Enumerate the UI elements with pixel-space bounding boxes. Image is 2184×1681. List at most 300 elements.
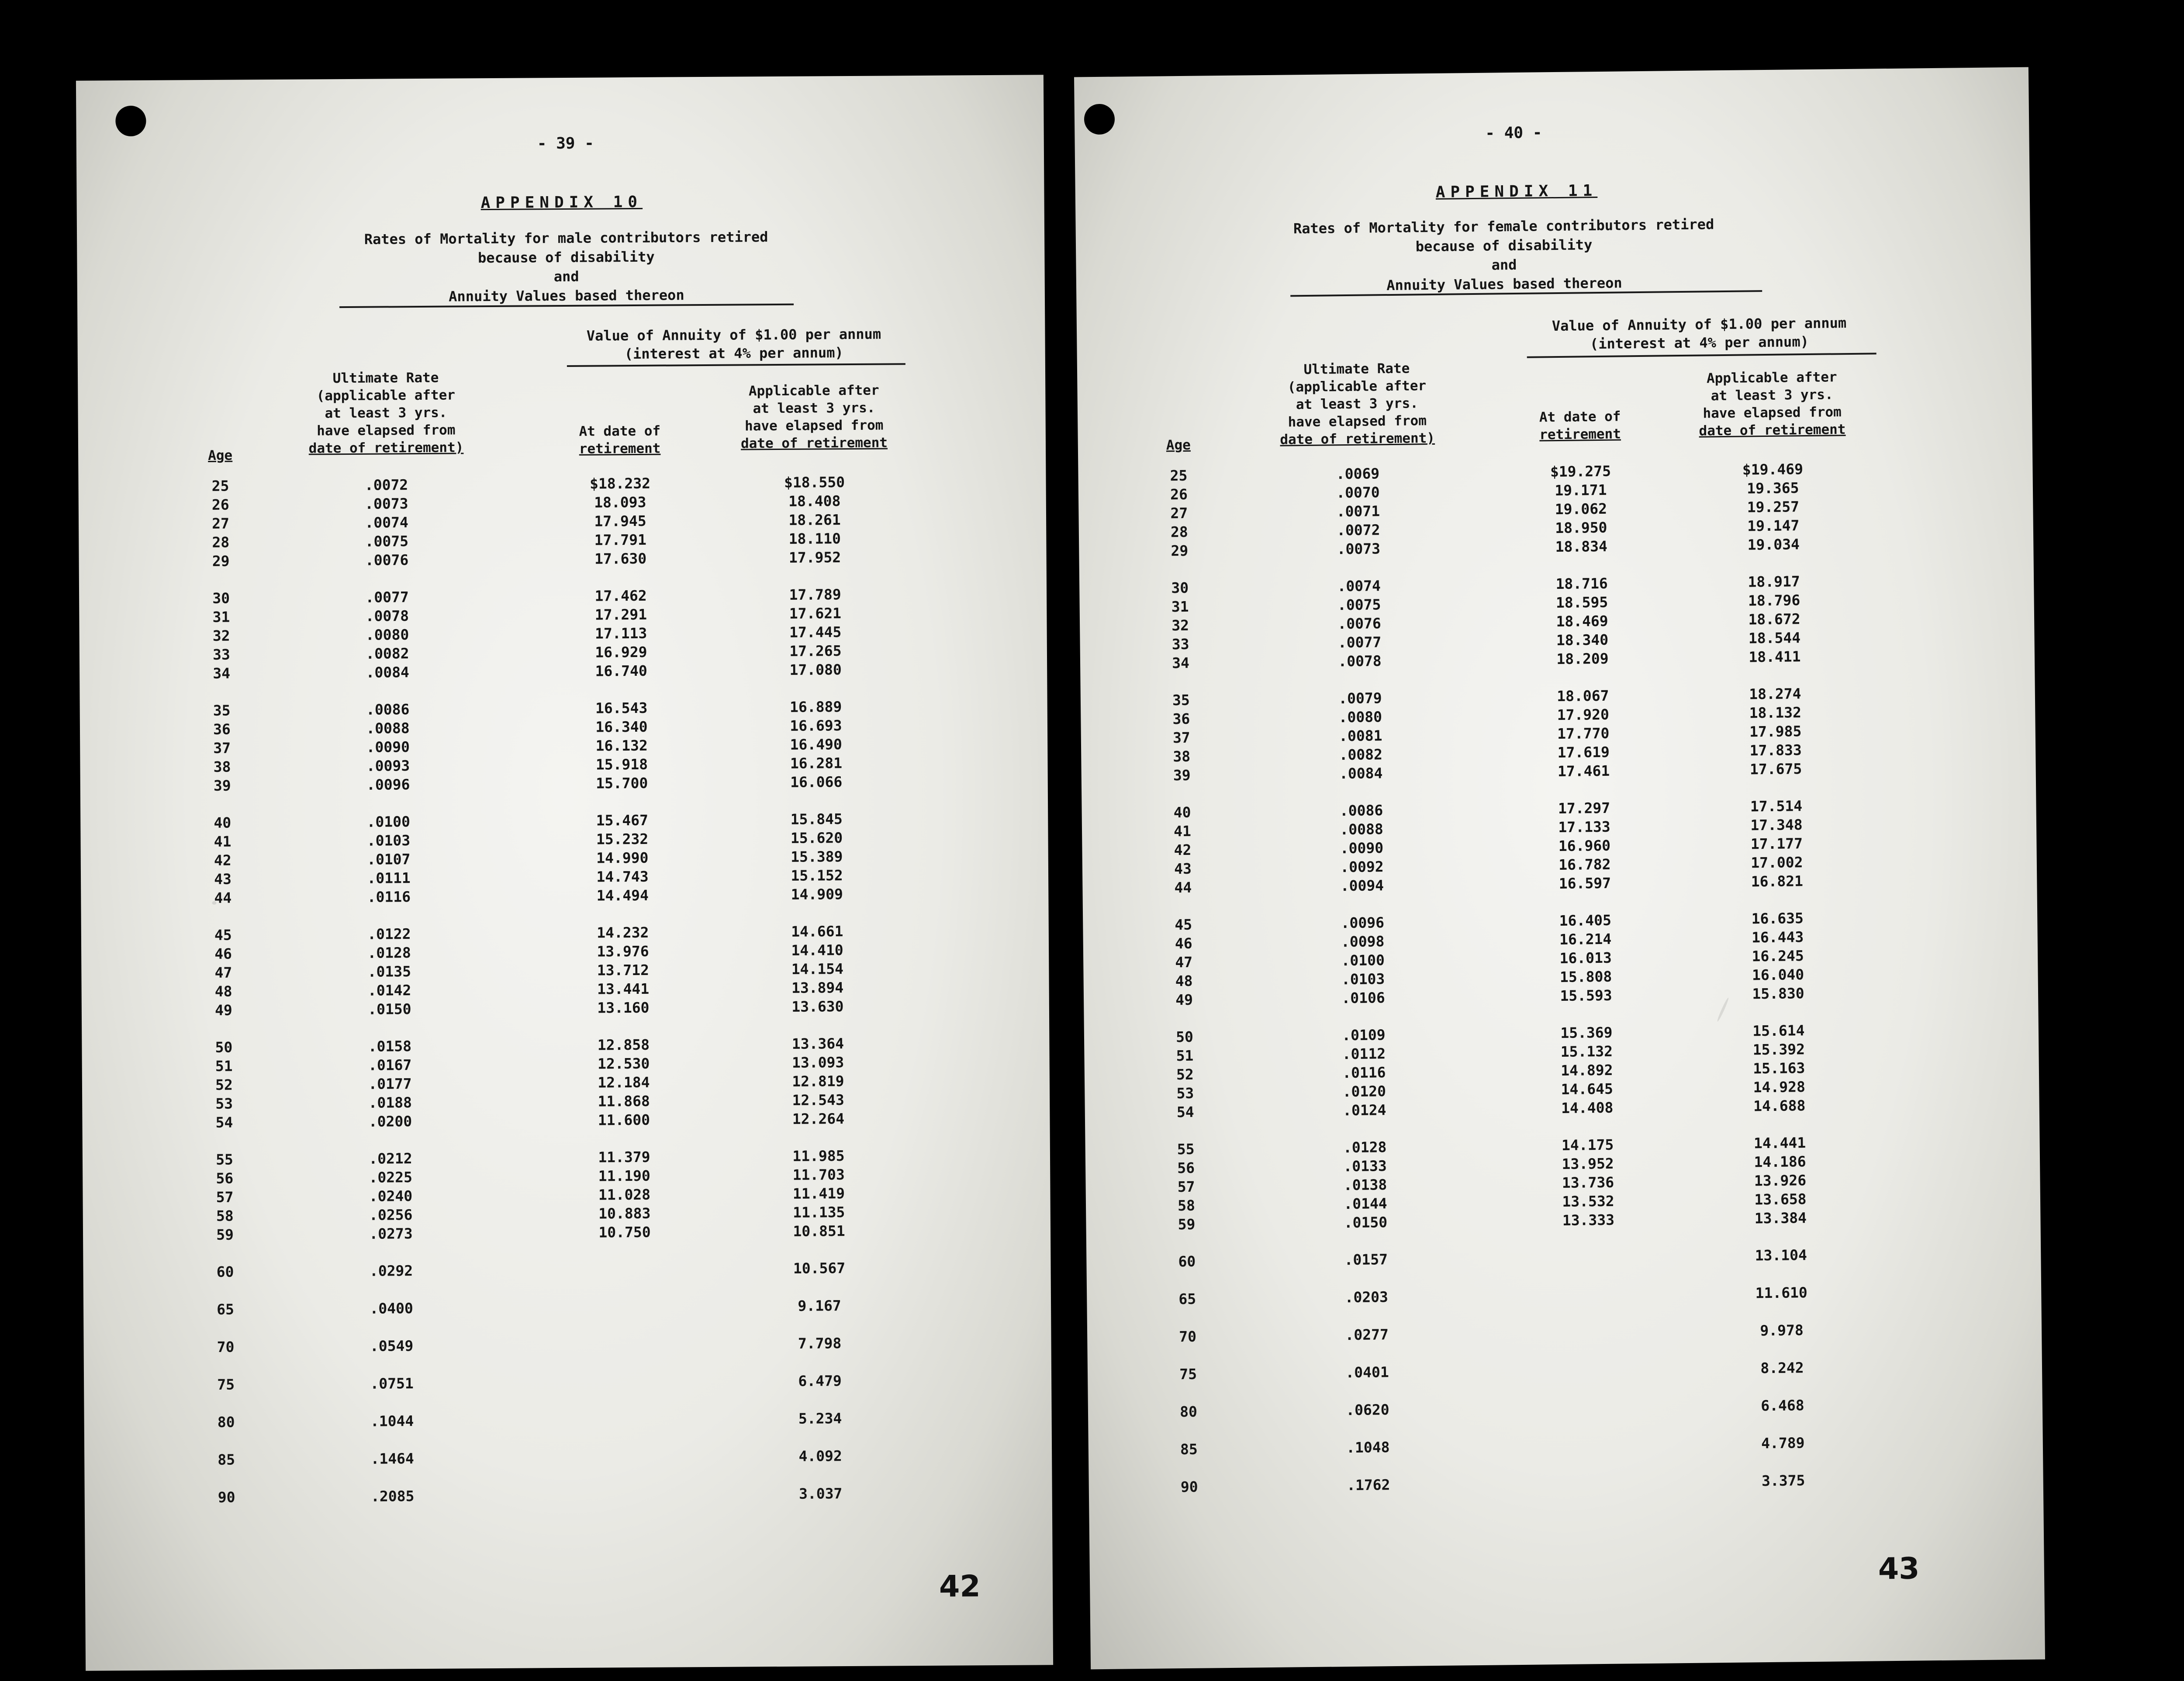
header-line: and — [553, 268, 579, 285]
rate-cell: .0122 — [367, 925, 411, 943]
at-date-value-cell: 16.782 — [1559, 855, 1611, 874]
row-group — [82, 1034, 1050, 1134]
applicable-after-value-cell: 19.365 — [1747, 479, 1799, 497]
rate-cell: .0400 — [370, 1300, 413, 1317]
at-date-value-cell: 13.952 — [1562, 1155, 1614, 1173]
table-row — [84, 1446, 1052, 1490]
applicable-after-value-cell: 11.135 — [793, 1204, 845, 1221]
rate-cell: .0069 — [1336, 465, 1380, 483]
age-cell: 75 — [1179, 1365, 1197, 1383]
rate-cell: .0240 — [369, 1187, 413, 1205]
applicable-after-value-cell: 6.468 — [1761, 1397, 1804, 1415]
rate-cell: .1048 — [1346, 1439, 1390, 1456]
rate-cell: .0076 — [365, 551, 409, 569]
applicable-after-value-cell: 4.789 — [1761, 1434, 1805, 1452]
age-cell: 28 — [212, 533, 230, 551]
header-line: at least 3 yrs. — [753, 400, 875, 417]
rate-cell: .0077 — [365, 588, 409, 606]
rate-cell: .0177 — [368, 1075, 412, 1093]
applicable-after-value-cell: 13.894 — [791, 979, 844, 996]
header-line: date of retirement — [1699, 422, 1846, 439]
at-date-value-cell: 16.013 — [1559, 949, 1612, 967]
age-cell: 33 — [212, 646, 230, 663]
at-date-value-cell: 18.340 — [1556, 631, 1609, 649]
column-header-applicable-after — [1671, 368, 1873, 440]
applicable-after-value-cell: 7.798 — [798, 1335, 842, 1352]
age-cell: 57 — [1177, 1178, 1195, 1196]
applicable-after-value-cell: 17.177 — [1750, 835, 1803, 853]
age-cell: 70 — [1179, 1328, 1197, 1345]
header-line: Rates of Mortality for male contributors retired — [364, 228, 768, 248]
age-cell: 58 — [1177, 1197, 1196, 1214]
applicable-after-value-cell: 15.163 — [1753, 1059, 1805, 1077]
age-cell: 41 — [1173, 822, 1192, 840]
applicable-after-value-cell: 16.693 — [790, 717, 842, 734]
at-date-value-cell: 11.600 — [598, 1111, 650, 1129]
at-date-value-cell: 13.736 — [1562, 1173, 1614, 1191]
applicable-after-value-cell: 16.821 — [1751, 872, 1804, 890]
applicable-after-value-cell: 17.348 — [1750, 816, 1803, 834]
frame-number: 42 — [939, 1569, 981, 1604]
at-date-value-cell: 18.834 — [1555, 537, 1608, 556]
header-line: at least 3 yrs. — [325, 405, 447, 422]
age-cell: 29 — [212, 552, 230, 570]
row-group — [81, 921, 1049, 1021]
applicable-after-value-cell: 19.257 — [1747, 498, 1800, 516]
at-date-value-cell: 17.462 — [594, 587, 647, 605]
rate-cell: .0549 — [370, 1337, 414, 1355]
age-cell: 32 — [1171, 616, 1189, 634]
applicable-after-value-cell: 12.264 — [792, 1110, 845, 1128]
at-date-value-cell: 16.543 — [595, 699, 648, 717]
age-cell: 41 — [214, 833, 232, 850]
at-date-value-cell: 15.132 — [1560, 1042, 1613, 1060]
age-cell: 70 — [217, 1338, 235, 1356]
rate-cell: .0098 — [1341, 933, 1385, 951]
at-date-value-cell: 16.132 — [595, 737, 648, 754]
table-body — [1078, 458, 2043, 1517]
header-line: Annuity Values based thereon — [449, 287, 684, 305]
rate-cell: .0072 — [364, 476, 408, 494]
age-cell: 33 — [1171, 635, 1189, 653]
age-cell: 46 — [1175, 934, 1192, 952]
applicable-after-value-cell: 16.281 — [790, 754, 843, 772]
rate-cell: .0103 — [1341, 970, 1385, 988]
rate-cell: .0401 — [1345, 1363, 1389, 1381]
applicable-after-value-cell: 14.688 — [1753, 1097, 1806, 1115]
applicable-after-value-cell: 13.364 — [791, 1035, 844, 1052]
age-cell: 45 — [214, 926, 232, 944]
rate-cell: .0109 — [1342, 1026, 1386, 1044]
table-row — [84, 1408, 1052, 1452]
age-cell: 26 — [1170, 485, 1188, 503]
column-header-age — [196, 446, 244, 464]
rate-cell: .0150 — [368, 1000, 411, 1018]
rate-cell: .0076 — [1337, 615, 1381, 633]
rate-cell: .0277 — [1345, 1326, 1389, 1344]
column-header-age — [1154, 436, 1203, 454]
applicable-after-value-cell: 14.441 — [1753, 1134, 1806, 1152]
applicable-after-value-cell: 17.002 — [1751, 854, 1803, 872]
age-cell: 30 — [212, 589, 230, 607]
annuity-rule — [1527, 353, 1876, 358]
age-cell: 34 — [1171, 654, 1190, 672]
applicable-after-value-cell: 14.410 — [791, 941, 843, 959]
at-date-value-cell: 17.113 — [594, 624, 647, 642]
applicable-after-value-cell: 16.635 — [1751, 910, 1804, 927]
age-cell: 35 — [1172, 691, 1190, 709]
applicable-after-value-cell: 12.819 — [792, 1072, 844, 1090]
age-cell: 51 — [1176, 1047, 1194, 1065]
table-row — [84, 1371, 1051, 1415]
age-cell: 26 — [211, 496, 229, 513]
at-date-value-cell: 15.593 — [1560, 986, 1612, 1005]
annuity-header — [1524, 313, 1874, 353]
age-cell: 25 — [1170, 467, 1188, 484]
at-date-value-cell: 13.712 — [597, 961, 650, 979]
rate-cell: .0073 — [365, 495, 408, 512]
age-cell: 56 — [216, 1169, 234, 1187]
at-date-value-cell: 13.441 — [597, 980, 650, 998]
age-cell: 25 — [211, 477, 229, 495]
header-line: Age — [1166, 437, 1191, 453]
rate-cell: .0082 — [366, 645, 409, 662]
column-header-ultimate-rate — [283, 369, 489, 457]
age-cell: 54 — [215, 1114, 233, 1131]
applicable-after-value-cell: 14.661 — [791, 923, 843, 940]
age-cell: 50 — [215, 1038, 233, 1056]
age-cell: 80 — [1179, 1403, 1198, 1421]
at-date-value-cell: 11.028 — [598, 1186, 651, 1204]
applicable-after-value-cell: 19.034 — [1747, 536, 1800, 553]
applicable-after-value-cell: 5.234 — [798, 1410, 842, 1427]
age-cell: 45 — [1175, 916, 1192, 934]
at-date-value-cell: 13.976 — [597, 942, 649, 960]
applicable-after-value-cell: 18.132 — [1749, 704, 1802, 722]
age-cell: 37 — [213, 739, 231, 757]
row-group — [78, 472, 1046, 572]
at-date-value-cell: 15.808 — [1559, 968, 1612, 986]
header-line: date of retirement) — [308, 439, 464, 457]
applicable-after-value-cell: 11.419 — [792, 1185, 845, 1202]
rate-cell: .0106 — [1341, 989, 1385, 1007]
rate-cell: .0074 — [365, 514, 408, 531]
at-date-value-cell: 16.960 — [1558, 837, 1611, 855]
at-date-value-cell: 11.379 — [598, 1148, 650, 1166]
annuity-rule — [567, 363, 905, 367]
applicable-after-value-cell: 14.186 — [1754, 1153, 1806, 1171]
header-line: have elapsed from — [1703, 404, 1842, 422]
rate-cell: .0111 — [367, 869, 411, 887]
applicable-after-value-cell: $19.469 — [1742, 460, 1804, 478]
applicable-after-value-cell: 17.621 — [789, 605, 842, 622]
applicable-after-value-cell: 18.672 — [1748, 610, 1800, 628]
rate-cell: .0107 — [367, 851, 411, 868]
at-date-value-cell: 18.950 — [1555, 519, 1607, 537]
rate-cell: .0073 — [1337, 540, 1381, 558]
at-date-value-cell: 14.232 — [597, 924, 649, 941]
header-line: because of disability — [477, 248, 655, 266]
punch-hole — [115, 106, 146, 136]
age-cell: 60 — [1178, 1252, 1196, 1270]
age-cell: 75 — [217, 1376, 235, 1393]
age-cell: 36 — [1172, 710, 1190, 728]
rate-cell: .0212 — [369, 1150, 412, 1167]
rate-cell: .0620 — [1346, 1401, 1389, 1419]
age-cell: 55 — [216, 1151, 233, 1168]
table-row — [84, 1333, 1051, 1377]
age-cell: 47 — [214, 964, 232, 981]
at-date-value-cell: 10.883 — [598, 1204, 651, 1222]
at-date-value-cell: 17.630 — [594, 550, 647, 567]
rate-cell: .0135 — [367, 963, 411, 980]
column-header-at-date-of-retirement — [554, 422, 685, 458]
table-row — [83, 1258, 1051, 1302]
age-cell: 39 — [213, 777, 231, 794]
at-date-value-cell: 17.461 — [1557, 762, 1610, 780]
rate-cell: .0158 — [368, 1038, 412, 1055]
applicable-after-value-cell: 4.092 — [798, 1447, 842, 1465]
rate-cell: .0079 — [1338, 689, 1382, 707]
applicable-after-value-cell: 14.909 — [791, 885, 843, 903]
rate-cell: .0200 — [368, 1113, 412, 1130]
at-date-value-cell: $18.232 — [589, 474, 651, 492]
rate-cell: .0086 — [1339, 802, 1383, 820]
table-title — [1268, 214, 1740, 296]
applicable-after-value-cell: 17.675 — [1749, 760, 1802, 778]
row-group — [1085, 1132, 2040, 1236]
rate-cell: .0092 — [1340, 858, 1384, 876]
age-cell: 47 — [1175, 953, 1193, 971]
row-group — [79, 585, 1047, 685]
header-line: have elapsed from — [745, 417, 884, 434]
rate-cell: .1044 — [370, 1412, 414, 1430]
rate-cell: .0150 — [1344, 1214, 1388, 1231]
applicable-after-value-cell: 17.445 — [789, 623, 842, 641]
rate-cell: .0078 — [1338, 652, 1382, 670]
rate-cell: .0070 — [1336, 484, 1380, 502]
rate-cell: .0074 — [1337, 577, 1381, 595]
age-cell: 65 — [1178, 1290, 1196, 1308]
rate-cell: .2085 — [370, 1487, 415, 1505]
header-line: Age — [208, 447, 233, 463]
at-date-value-cell: 12.530 — [597, 1055, 650, 1072]
age-cell: 49 — [1175, 991, 1193, 1009]
at-date-value-cell: 15.467 — [596, 811, 648, 829]
age-cell: 48 — [1175, 972, 1193, 990]
row-group — [80, 697, 1048, 797]
applicable-after-value-cell: 16.245 — [1752, 947, 1804, 965]
rate-cell: .0088 — [1340, 820, 1383, 838]
at-date-value-cell: 17.770 — [1557, 724, 1610, 743]
header-line: at least 3 yrs. — [1296, 395, 1419, 413]
at-date-value-cell: 14.408 — [1561, 1099, 1614, 1117]
rate-cell: .0088 — [366, 719, 410, 737]
age-cell: 54 — [1176, 1103, 1194, 1121]
age-cell: 53 — [215, 1095, 233, 1112]
applicable-after-value-cell: 15.845 — [790, 810, 843, 828]
applicable-after-value-cell: $18.550 — [784, 474, 845, 491]
rate-cell: .0751 — [370, 1375, 414, 1392]
age-cell: 43 — [1174, 860, 1192, 878]
applicable-after-value-cell: 17.833 — [1749, 741, 1802, 759]
at-date-value-cell: 14.645 — [1561, 1080, 1614, 1098]
applicable-after-value-cell: 14.928 — [1753, 1078, 1806, 1096]
age-cell: 37 — [1172, 729, 1190, 747]
rate-cell: .0167 — [368, 1056, 412, 1074]
applicable-after-value-cell: 12.543 — [792, 1091, 844, 1109]
age-cell: 42 — [1174, 841, 1192, 859]
at-date-value-cell: 19.062 — [1555, 500, 1607, 518]
header-line: (interest at 4% per annum) — [624, 344, 843, 363]
at-date-value-cell: 16.405 — [1559, 911, 1612, 930]
applicable-after-value-cell: 15.614 — [1752, 1022, 1805, 1040]
rate-cell: .0103 — [366, 832, 411, 849]
rate-cell: .0142 — [367, 982, 411, 999]
header-line: Value of Annuity of $1.00 per annum — [586, 325, 881, 344]
at-date-value-cell: 14.990 — [596, 849, 649, 867]
header-line: and — [1491, 256, 1517, 273]
at-date-value-cell: 15.369 — [1560, 1024, 1613, 1042]
age-cell: 31 — [1171, 598, 1189, 616]
header-line: (interest at 4% per annum) — [1590, 333, 1809, 353]
header-line: At date of — [1539, 408, 1621, 425]
rate-cell: .0075 — [1337, 596, 1381, 614]
applicable-after-value-cell: 17.985 — [1749, 723, 1802, 740]
applicable-after-value-cell: 9.167 — [798, 1297, 841, 1314]
applicable-after-value-cell: 18.544 — [1748, 629, 1801, 647]
header-line: at least 3 yrs. — [1711, 387, 1833, 404]
applicable-after-value-cell: 6.479 — [798, 1372, 842, 1390]
age-cell: 90 — [1180, 1478, 1198, 1496]
annuity-header — [564, 325, 903, 363]
header-line: have elapsed from — [1288, 413, 1427, 430]
applicable-after-value-cell: 17.789 — [789, 586, 841, 603]
applicable-after-value-cell: 11.703 — [792, 1166, 845, 1183]
rate-cell: .0080 — [365, 626, 409, 643]
age-cell: 38 — [213, 758, 231, 775]
at-date-value-cell: 12.858 — [597, 1036, 650, 1054]
table-row — [83, 1296, 1051, 1339]
row-group — [80, 809, 1048, 909]
age-cell: 57 — [216, 1188, 234, 1206]
age-cell: 31 — [212, 608, 230, 626]
header-line: (applicable after — [1287, 378, 1427, 395]
applicable-after-value-cell: 3.037 — [798, 1485, 843, 1502]
rate-cell: .0188 — [368, 1094, 412, 1111]
rate-cell: .0072 — [1336, 521, 1380, 539]
age-cell: 90 — [218, 1488, 235, 1506]
applicable-after-value-cell: 8.242 — [1760, 1359, 1804, 1377]
age-cell: 40 — [1173, 803, 1191, 821]
applicable-after-value-cell: 18.261 — [788, 511, 841, 529]
rate-cell: .0124 — [1342, 1101, 1386, 1119]
at-date-value-cell: 18.716 — [1555, 574, 1608, 593]
at-date-value-cell: 18.093 — [594, 493, 646, 511]
header-line: have elapsed from — [317, 422, 456, 439]
rate-cell: .0096 — [366, 776, 410, 793]
age-cell: 44 — [214, 889, 232, 906]
at-date-value-cell: 17.291 — [594, 605, 647, 623]
rate-cell: .0120 — [1342, 1083, 1386, 1100]
age-cell: 39 — [1173, 766, 1191, 784]
page-appendix-11 — [1074, 67, 2045, 1670]
at-date-value-cell: 15.918 — [595, 755, 648, 773]
rate-cell: .0071 — [1336, 502, 1380, 520]
at-date-value-cell: 15.700 — [596, 774, 648, 792]
applicable-after-value-cell: 18.917 — [1748, 573, 1800, 591]
age-cell: 29 — [1171, 542, 1189, 560]
table-title — [339, 227, 794, 307]
rate-cell: .0086 — [366, 701, 410, 718]
age-cell: 48 — [214, 982, 232, 1000]
applicable-after-value-cell: 11.985 — [792, 1147, 845, 1165]
age-cell: 32 — [212, 627, 230, 644]
age-cell: 43 — [214, 870, 232, 888]
age-cell: 59 — [216, 1226, 234, 1243]
header-line: Rates of Mortality for female contributors retired — [1293, 216, 1714, 237]
rate-cell: .0090 — [366, 738, 410, 756]
rate-cell: .0081 — [1338, 727, 1382, 745]
age-cell: 42 — [214, 851, 232, 869]
at-date-value-cell: 18.469 — [1556, 612, 1608, 630]
applicable-after-value-cell: 16.443 — [1751, 928, 1804, 946]
age-cell: 55 — [1177, 1140, 1195, 1158]
rate-cell: .0078 — [365, 607, 409, 625]
applicable-after-value-cell: 15.389 — [791, 848, 843, 865]
applicable-after-value-cell: 10.567 — [793, 1259, 846, 1277]
table-body — [78, 472, 1052, 1527]
age-cell: 58 — [216, 1207, 234, 1224]
applicable-after-value-cell: 13.658 — [1754, 1190, 1807, 1208]
rate-cell: .0094 — [1340, 877, 1384, 895]
applicable-after-value-cell: 13.104 — [1755, 1246, 1807, 1264]
applicable-after-value-cell: 19.147 — [1747, 517, 1800, 535]
column-header-ultimate-rate — [1252, 359, 1462, 449]
age-cell: 65 — [217, 1301, 235, 1318]
rate-cell: .0112 — [1342, 1045, 1386, 1063]
at-date-value-cell: 12.184 — [598, 1073, 650, 1091]
applicable-after-value-cell: 17.952 — [788, 549, 841, 566]
rate-cell: .0203 — [1344, 1288, 1389, 1306]
applicable-after-value-cell: 18.408 — [788, 492, 841, 510]
row-group — [1083, 907, 2038, 1011]
age-cell: 38 — [1173, 747, 1191, 765]
at-date-value-cell: 16.740 — [595, 662, 647, 680]
rate-cell: .0292 — [369, 1262, 413, 1280]
applicable-after-value-cell: 9.978 — [1760, 1321, 1804, 1339]
rate-cell: .0075 — [365, 533, 409, 550]
applicable-after-value-cell: 3.375 — [1761, 1472, 1805, 1490]
applicable-after-value-cell: 16.066 — [790, 773, 843, 791]
applicable-after-value-cell: 11.610 — [1755, 1284, 1808, 1302]
rate-cell: .0256 — [369, 1206, 413, 1224]
age-cell: 28 — [1170, 523, 1188, 541]
rate-cell: .0077 — [1337, 633, 1382, 651]
column-header-at-date-of-retirement — [1514, 408, 1646, 444]
header-line: Ultimate Rate — [332, 370, 439, 387]
applicable-after-value-cell: 15.392 — [1752, 1041, 1805, 1058]
at-date-value-cell: 16.214 — [1559, 930, 1612, 948]
at-date-value-cell: 10.750 — [598, 1223, 651, 1241]
age-cell: 27 — [212, 515, 230, 532]
header-line: retirement — [579, 440, 661, 457]
age-cell: 44 — [1174, 879, 1192, 896]
applicable-after-value-cell: 18.796 — [1748, 591, 1800, 609]
age-cell: 27 — [1170, 504, 1188, 522]
at-date-value-cell: 16.929 — [595, 643, 647, 661]
age-cell: 85 — [1180, 1440, 1198, 1458]
